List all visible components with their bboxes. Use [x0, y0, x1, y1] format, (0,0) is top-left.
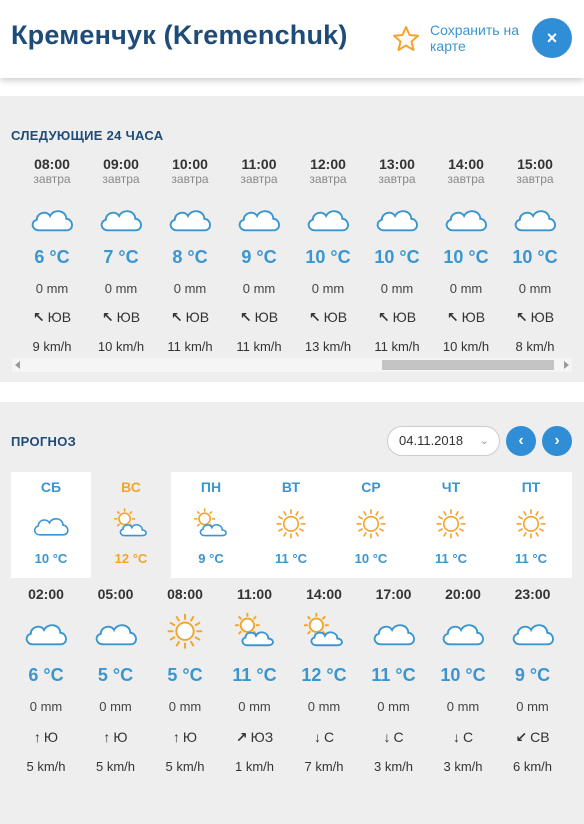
hour-wind-speed: 9 km/h: [32, 339, 72, 354]
day-tab[interactable]: [11, 472, 91, 578]
detail-time: 08:00: [167, 586, 203, 602]
hour-precipitation: 0 mm: [449, 281, 483, 296]
hour-column: [293, 156, 363, 361]
scroll-right-arrow-icon[interactable]: [564, 361, 569, 369]
sun-icon: [331, 498, 411, 546]
detail-temperature: 11 °C: [371, 665, 416, 685]
wind-arrow-icon: ↖: [515, 309, 528, 325]
wind-direction-label: Ю: [182, 729, 198, 745]
chevron-down-icon: ⌄: [479, 435, 489, 447]
hour-wind-direction: [155, 303, 225, 332]
hour-precipitation: 0 mm: [104, 281, 138, 296]
hour-time: 09:00: [103, 156, 139, 172]
detail-precipitation: 0 mm: [168, 699, 202, 714]
hour-precipitation: 0 mm: [518, 281, 552, 296]
hour-wind-speed: 13 km/h: [304, 339, 352, 354]
page-title: Кременчук (Kremenchuk): [11, 20, 348, 50]
detail-temperature: 5 °C: [97, 665, 134, 685]
cloud-icon: [362, 190, 432, 242]
hour-precipitation: 0 mm: [173, 281, 207, 296]
hour-time: 15:00: [517, 156, 553, 172]
wind-direction-label: Ю: [43, 729, 59, 745]
cloud-icon: [500, 190, 570, 242]
wind-direction-label: ЮВ: [461, 309, 486, 325]
detail-temperature: 9 °C: [514, 665, 551, 685]
detail-wind-speed: 5 km/h: [95, 759, 135, 774]
detail-wind-speed: 5 km/h: [26, 759, 66, 774]
cloud-icon: [428, 602, 498, 660]
detail-wind-speed: 5 km/h: [165, 759, 205, 774]
hour-precipitation: 0 mm: [242, 281, 276, 296]
day-tab[interactable]: [331, 472, 411, 578]
day-tab[interactable]: [491, 472, 571, 578]
hour-precipitation: 0 mm: [380, 281, 414, 296]
hour-wind-direction: [293, 303, 363, 332]
detail-time: 20:00: [445, 586, 481, 602]
cloud-icon: [86, 190, 156, 242]
hour-day: завтра: [33, 172, 71, 186]
wind-direction-label: СВ: [530, 729, 550, 745]
wind-arrow-icon: ↑: [172, 729, 180, 745]
hour-wind-direction: [431, 303, 501, 332]
day-name: СБ: [40, 479, 62, 495]
wind-direction-label: ЮВ: [323, 309, 348, 325]
hour-wind-speed: 11 km/h: [236, 339, 282, 354]
wind-arrow-icon: ↖: [446, 309, 459, 325]
detail-wind-direction: [81, 722, 151, 752]
detail-time: 17:00: [375, 586, 412, 602]
hour-column: [431, 156, 501, 361]
sun-icon: [411, 498, 491, 546]
wind-direction-label: ЮВ: [116, 309, 141, 325]
forecast-panel: [11, 472, 572, 790]
detail-wind-direction: [220, 722, 290, 752]
wind-arrow-icon: ↑: [103, 729, 111, 745]
hour-wind-direction: [362, 303, 432, 332]
day-tab[interactable]: [411, 472, 491, 578]
wind-direction-label: ЮВ: [254, 309, 279, 325]
hour-time: 12:00: [310, 156, 346, 172]
detail-time: 11:00: [236, 586, 273, 602]
cloud-icon: [81, 602, 151, 660]
detail-column: [289, 586, 359, 782]
detail-wind-speed: 7 km/h: [304, 759, 344, 774]
hour-temperature: 6 °C: [34, 247, 70, 267]
cloud-icon: [498, 602, 568, 660]
scroll-thumb[interactable]: [382, 360, 554, 370]
detail-temperature: 10 °C: [440, 665, 486, 685]
detail-wind-direction: [359, 722, 429, 752]
scroll-left-arrow-icon[interactable]: [15, 361, 20, 369]
cloud-icon: [293, 190, 363, 242]
detail-wind-direction: [289, 722, 359, 752]
cloud-icon: [431, 190, 501, 242]
detail-column: [150, 586, 220, 782]
sun-cloud-icon: [289, 602, 359, 660]
hour-day: завтра: [378, 172, 416, 186]
forecast-section: [0, 402, 584, 824]
hour-column: [155, 156, 225, 361]
day-name: ПН: [200, 479, 222, 495]
wind-arrow-icon: ↗: [235, 729, 248, 745]
day-temperature: 11 °C: [435, 551, 467, 566]
cloud-icon: [155, 190, 225, 242]
wind-direction-label: С: [462, 729, 474, 745]
hour-column: [86, 156, 156, 361]
wind-arrow-icon: ↖: [170, 309, 183, 325]
detail-precipitation: 0 mm: [238, 699, 271, 714]
hour-temperature: 9 °C: [241, 247, 277, 267]
detail-wind-speed: 6 km/h: [512, 759, 552, 774]
wind-arrow-icon: ↓: [452, 729, 460, 745]
hour-precipitation: 0 mm: [35, 281, 69, 296]
detail-wind-direction: [150, 722, 220, 752]
hour-wind-direction: [86, 303, 156, 332]
detail-column: [81, 586, 151, 782]
detail-column: [359, 586, 429, 782]
hour-wind-speed: 10 km/h: [97, 339, 145, 354]
detail-precipitation: 0 mm: [99, 699, 132, 714]
day-tab[interactable]: [91, 472, 171, 578]
next-24-hours-section: [0, 96, 584, 382]
hour-wind-direction: [224, 303, 294, 332]
hour-wind-direction: [500, 303, 570, 332]
hour-day: завтра: [516, 172, 554, 186]
detail-temperature: 5 °C: [167, 665, 203, 685]
detail-precipitation: 0 mm: [307, 699, 341, 714]
horizontal-scrollbar[interactable]: [12, 358, 572, 372]
sun-cloud-icon: [220, 602, 290, 660]
wind-direction-label: ЮВ: [392, 309, 417, 325]
next-day-button[interactable]: ›: [542, 426, 572, 456]
sun-icon: [150, 602, 220, 660]
detail-precipitation: 0 mm: [446, 699, 480, 714]
wind-arrow-icon: ↑: [33, 729, 41, 745]
detail-temperature: 12 °C: [301, 665, 347, 685]
day-tab[interactable]: [251, 472, 331, 578]
detail-time: 14:00: [306, 586, 342, 602]
day-detail-panel: [11, 578, 572, 790]
day-temperature: 11 °C: [275, 551, 307, 566]
detail-wind-speed: 1 km/h: [234, 759, 274, 774]
sun-cloud-icon: [171, 498, 251, 546]
wind-direction-label: ЮВ: [185, 309, 210, 325]
day-temperature: 10 °C: [34, 551, 68, 566]
wind-arrow-icon: ↖: [377, 309, 390, 325]
hour-wind-speed: 11 km/h: [167, 339, 213, 354]
detail-time: 23:00: [514, 586, 551, 602]
detail-precipitation: 0 mm: [516, 699, 549, 714]
hour-column: [17, 156, 87, 361]
prev-day-button[interactable]: ‹: [506, 426, 536, 456]
hour-day: завтра: [309, 172, 347, 186]
day-name: ПТ: [521, 479, 541, 495]
hour-day: завтра: [240, 172, 278, 186]
day-tab[interactable]: [171, 472, 251, 578]
detail-temperature: 11 °C: [232, 665, 277, 685]
section-title-forecast: ПРОГНОЗ: [11, 434, 77, 449]
hour-temperature: 7 °C: [103, 247, 139, 267]
header: [0, 0, 584, 78]
hour-wind-speed: 10 km/h: [442, 339, 490, 354]
cloud-icon: [17, 190, 87, 242]
hour-time: 13:00: [379, 156, 415, 172]
wind-arrow-icon: ↖: [32, 309, 45, 325]
hour-time: 10:00: [172, 156, 208, 172]
detail-wind-speed: 3 km/h: [443, 759, 483, 774]
sun-cloud-icon: [91, 498, 171, 546]
detail-wind-direction: [428, 722, 498, 752]
hour-day: завтра: [171, 172, 209, 186]
detail-column: [220, 586, 290, 782]
hour-temperature: 10 °C: [305, 247, 351, 267]
hour-time: 08:00: [34, 156, 70, 172]
detail-wind-direction: [11, 722, 81, 752]
close-button[interactable]: ×: [532, 18, 572, 58]
wind-direction-label: Ю: [113, 729, 128, 745]
day-name: ВС: [121, 479, 141, 495]
hour-precipitation: 0 mm: [311, 281, 345, 296]
detail-wind-direction: [498, 722, 568, 752]
day-name: СР: [361, 479, 381, 495]
wind-direction-label: ЮВ: [530, 309, 555, 325]
detail-column: [498, 586, 568, 782]
hour-day: завтра: [102, 172, 140, 186]
save-to-map-link[interactable]: Сохранить на карте: [430, 22, 519, 54]
day-temperature: 12 °C: [114, 551, 148, 566]
date-select-value: 04.11.2018: [399, 433, 464, 448]
wind-direction-label: ЮЗ: [250, 729, 274, 745]
wind-direction-label: ЮВ: [47, 309, 72, 325]
wind-arrow-icon: ↖: [308, 309, 321, 325]
detail-column: [428, 586, 498, 782]
hour-temperature: 10 °C: [443, 247, 489, 267]
day-name: ВТ: [281, 479, 301, 495]
hour-time: 11:00: [241, 156, 277, 172]
hour-column: [362, 156, 432, 361]
detail-time: 02:00: [28, 586, 64, 602]
cloud-icon: [359, 602, 429, 660]
day-temperature: 9 °C: [198, 551, 224, 566]
detail-wind-speed: 3 km/h: [373, 759, 413, 774]
hour-wind-direction: [17, 303, 87, 332]
wind-arrow-icon: ↖: [101, 309, 114, 325]
detail-precipitation: 0 mm: [377, 699, 410, 714]
hour-time: 14:00: [448, 156, 484, 172]
day-temperature: 10 °C: [354, 551, 388, 566]
hour-column: [500, 156, 570, 361]
wind-arrow-icon: ↙: [515, 729, 528, 745]
hour-wind-speed: 8 km/h: [515, 339, 555, 354]
cloud-icon: [224, 190, 294, 242]
star-icon[interactable]: [391, 24, 421, 54]
cloud-icon: [11, 498, 91, 546]
detail-precipitation: 0 mm: [29, 699, 63, 714]
wind-arrow-icon: ↓: [383, 729, 391, 745]
hour-wind-speed: 11 km/h: [374, 339, 420, 354]
date-select[interactable]: [387, 426, 500, 456]
day-temperature: 11 °C: [515, 551, 547, 566]
detail-column: [11, 586, 81, 782]
hour-day: завтра: [447, 172, 485, 186]
hour-temperature: 8 °C: [172, 247, 208, 267]
sun-icon: [251, 498, 331, 546]
wind-direction-label: С: [393, 729, 404, 745]
wind-arrow-icon: ↓: [313, 729, 321, 745]
hour-column: [224, 156, 294, 361]
section-title-24h: СЛЕДУЮЩИЕ 24 ЧАСА: [11, 128, 164, 143]
detail-temperature: 6 °C: [28, 665, 64, 685]
sun-icon: [491, 498, 571, 546]
cloud-icon: [11, 602, 81, 660]
wind-arrow-icon: ↖: [239, 309, 252, 325]
detail-time: 05:00: [97, 586, 134, 602]
wind-direction-label: С: [323, 729, 335, 745]
hour-temperature: 10 °C: [374, 247, 420, 267]
hour-temperature: 10 °C: [512, 247, 558, 267]
day-name: ЧТ: [441, 479, 461, 495]
